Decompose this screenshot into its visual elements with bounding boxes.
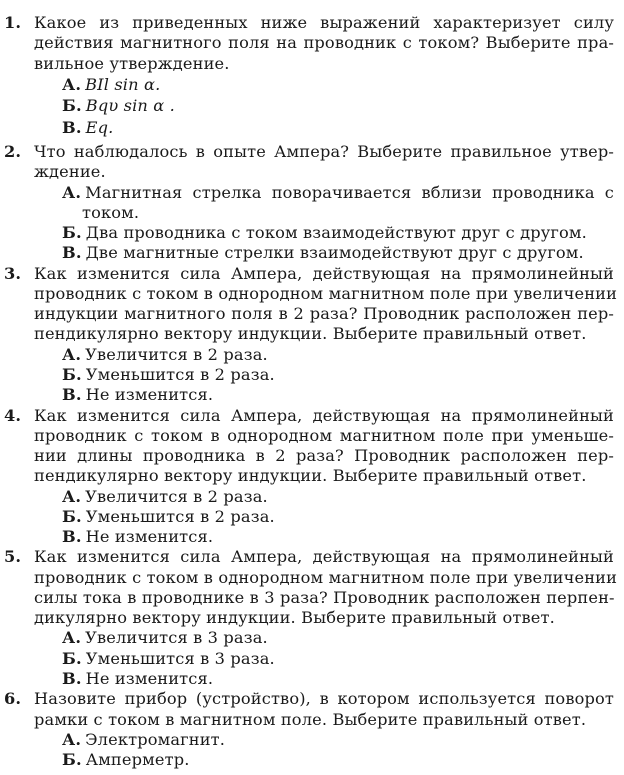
option-text: Увеличится в 2 раза. (85, 486, 268, 506)
option-text: Увеличится в 3 раза. (85, 628, 268, 648)
question-text-line: Что наблюдалось в опыте Ампера? Выберите правильное утвер- (34, 142, 614, 161)
option-text: Не изменится. (85, 668, 214, 688)
option-text: Электромагнит. (85, 729, 226, 749)
question-text-line: Какое из приведенных ниже выражений характеризует силу (34, 13, 614, 32)
option-letter: А. (62, 729, 82, 749)
option-letter: Б. (62, 750, 82, 769)
question-text-line: пендикулярно вектору индукции. Выберите правильный ответ. (34, 466, 587, 486)
option-letter: Б. (62, 648, 82, 668)
answer-option (62, 384, 213, 406)
option-text: Не изменится. (85, 385, 214, 405)
question-number: 6. (4, 689, 22, 709)
question-text-line: проводник с током в однородном магнитном поле при уменьше- (34, 425, 614, 445)
question-number: 5. (4, 547, 22, 567)
option-letter: А. (62, 628, 82, 648)
question-text-line: Как изменится сила Ампера, действующая на прямолинейный (34, 547, 614, 567)
answer-option (62, 222, 587, 244)
question-text-line: рамки с током в магнитном поле. Выберите правильный ответ. (34, 709, 587, 729)
answer-option (62, 117, 113, 139)
question-number: 1. (4, 13, 22, 32)
option-letter: Б. (62, 506, 82, 526)
answer-option (62, 344, 268, 366)
question-number: 4. (4, 405, 22, 425)
answer-option (62, 506, 275, 528)
answer-option (62, 526, 213, 548)
option-text-continuation: током. (82, 202, 140, 222)
option-letter: Б. (62, 95, 82, 115)
option-text: Увеличится в 2 раза. (85, 344, 268, 364)
option-text: Уменьшится в 3 раза. (85, 648, 275, 668)
question-text-line: нии длины проводника в 2 раза? Проводник расположен пер- (34, 446, 614, 465)
question-text-line: индукции магнитного поля в 2 раза? Проводник расположен пер- (34, 304, 614, 324)
answer-option (62, 668, 213, 690)
question-text-line: ждение. (34, 162, 106, 182)
question-text-line: действия магнитного поля на проводник с током? Выберите пра- (34, 33, 614, 53)
question-text-line: Как изменится сила Ампера, действующая на прямолинейный (34, 405, 614, 425)
option-text: Не изменится. (85, 527, 214, 547)
answer-option (62, 749, 190, 771)
option-text: Уменьшится в 2 раза. (85, 364, 275, 384)
answer-option (62, 182, 614, 204)
option-formula: Bqυ sin α . (85, 95, 175, 115)
question-text-line: силы тока в проводнике в 3 раза? Проводник расположен перпен- (34, 587, 615, 607)
option-letter: В. (62, 118, 82, 137)
option-text: Две магнитные стрелки взаимодействуют друг с другом. (85, 243, 584, 263)
question-text-line: дикулярно вектору индукции. Выберите правильный ответ. (34, 608, 555, 628)
question-text-line: вильное утверждение. (34, 53, 230, 73)
question-text-line: Назовите прибор (устройство), в котором используется поворот (34, 689, 614, 709)
question-text-line: Как изменится сила Ампера, действующая на прямолинейный (34, 263, 614, 283)
option-letter: Б. (62, 364, 82, 384)
answer-option (62, 648, 275, 670)
option-letter: Б. (62, 223, 82, 242)
answer-option (62, 364, 275, 386)
option-letter: В. (62, 527, 82, 547)
option-text: Два проводника с током взаимодействуют друг с другом. (85, 223, 587, 242)
option-letter: А. (62, 486, 82, 506)
answer-option (62, 627, 268, 649)
option-letter: А. (62, 74, 82, 94)
question-number: 2. (4, 142, 22, 161)
option-letter: А. (62, 182, 82, 202)
answer-option (62, 74, 160, 96)
option-letter: В. (62, 668, 82, 688)
question-text-line: пендикулярно вектору индукции. Выберите правильный ответ. (34, 324, 587, 344)
answer-option (62, 729, 225, 751)
answer-option (62, 486, 268, 508)
question-text-line: проводник с током в однородном магнитном поле при увеличении (34, 283, 618, 303)
option-text: Магнитная стрелка поворачивается вблизи проводника с (85, 182, 614, 202)
option-formula: BIl sin α. (85, 74, 161, 94)
question-number: 3. (4, 263, 22, 283)
answer-option (62, 242, 584, 264)
answer-option (62, 95, 175, 117)
option-letter: А. (62, 344, 82, 364)
option-letter: В. (62, 243, 82, 263)
option-letter: В. (62, 385, 82, 405)
question-text-line: проводник с током в однородном магнитном поле при увеличении (34, 567, 618, 587)
option-text: Амперметр. (85, 750, 190, 769)
option-text: Уменьшится в 2 раза. (85, 506, 275, 526)
option-formula: Eq. (85, 118, 114, 137)
